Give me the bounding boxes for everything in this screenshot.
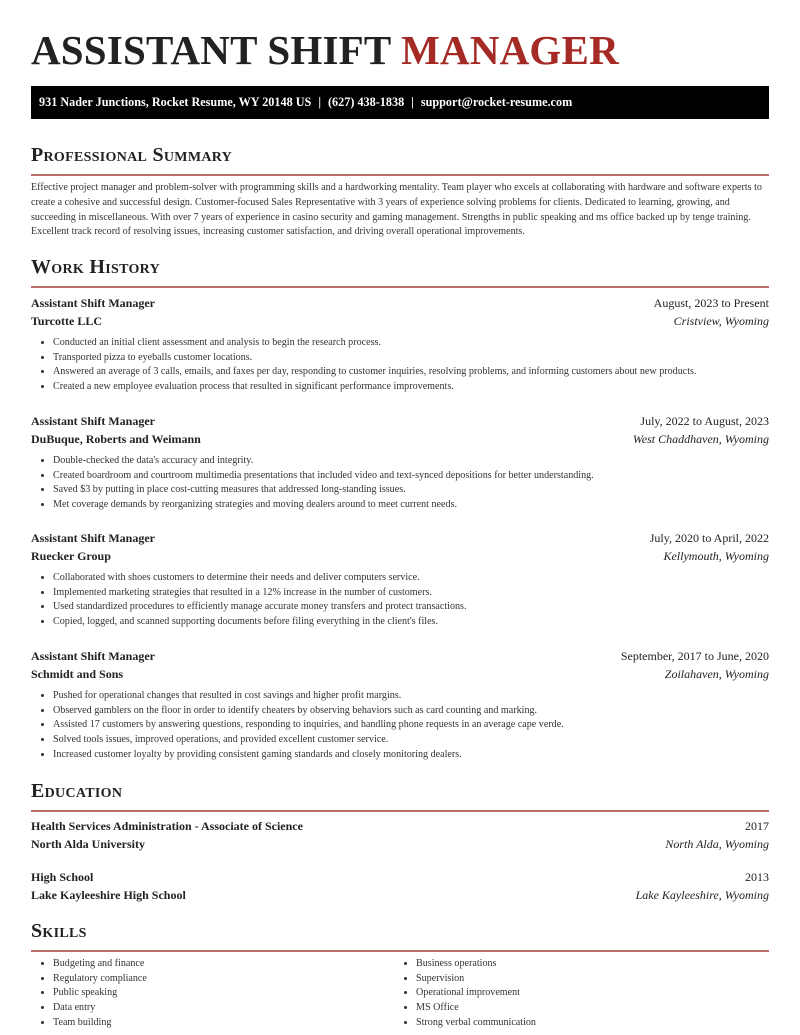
job-bullet: • Implemented marketing strategies that resulted in a 12% increase in the number of customers. <box>53 586 769 601</box>
skill-item: • Strong verbal communication <box>416 1016 757 1031</box>
skills-column-left <box>31 957 394 1031</box>
summary-text: Effective project manager and problem-solver with programming skills and a hardworking mentality. Team player who excels at collaborating with hardware and software experts to create a cohesive and successful design. Customer-focused Sales Representative with 3 years of experience solving problems for clients. Dedicated to learning, growing, and succeeding in miscellaneous. With over 7 years of experience in casino security and gaming management. Strengths in public speaking and ms office backed up by tenge training. Excellent track record of resolving issues, increasing customer satisfaction, and driving overall operational improvements. <box>31 182 762 238</box>
education-entry <box>31 868 769 904</box>
job-entry <box>31 412 769 513</box>
contact-phone: (627) 438-1838 <box>328 95 405 109</box>
section-heading: Work History <box>31 256 160 278</box>
section-divider <box>31 810 769 812</box>
job-dates: August, 2023 to Present <box>653 296 769 310</box>
job-dates: July, 2020 to April, 2022 <box>649 531 769 545</box>
job-bullets <box>31 454 769 513</box>
section-summary-header <box>31 143 769 176</box>
job-bullets <box>31 689 769 763</box>
job-title: Assistant Shift Manager <box>31 531 156 545</box>
skill-item: • Public speaking <box>53 986 394 1001</box>
job-bullet: • Saved $3 by putting in place cost-cutting measures that addressed long-standing issues. <box>53 483 769 498</box>
job-bullet: • Created boardroom and courtroom multimedia presentations that included video and text-synced depositions for better understanding. <box>53 469 769 484</box>
job-title: Assistant Shift Manager <box>31 414 156 428</box>
job-bullets <box>31 571 769 630</box>
job-entry <box>31 529 769 630</box>
skill-item: • Supervision <box>416 972 757 987</box>
job-bullet: • Pushed for operational changes that resulted in cost savings and higher profit margins. <box>53 689 769 704</box>
job-bullet: • Double-checked the data's accuracy and integrity. <box>53 454 769 469</box>
edu-location: North Alda, Wyoming <box>665 837 769 851</box>
skill-item: • Regulatory compliance <box>53 972 394 987</box>
job-location: Kellymouth, Wyoming <box>663 549 769 563</box>
job-bullet: • Used standardized procedures to efficiently manage accurate money transfers and protect transactions. <box>53 600 769 615</box>
job-bullet: • Observed gamblers on the floor in order to identify cheaters by observing behaviors such as card counting and marking. <box>53 704 769 719</box>
edu-degree: High School <box>31 870 94 884</box>
skill-item: • Business operations <box>416 957 757 972</box>
job-bullet: • Created a new employee evaluation process that resulted in significant performance improvements. <box>53 380 769 395</box>
section-skills-header <box>31 919 769 952</box>
title-accent: MANAGER <box>401 27 619 73</box>
edu-year: 2017 <box>745 819 769 833</box>
edu-school: North Alda University <box>31 837 145 851</box>
section-heading: Education <box>31 780 123 802</box>
job-bullet: • Solved tools issues, improved operations, and provided excellent customer service. <box>53 733 769 748</box>
job-title: Assistant Shift Manager <box>31 296 156 310</box>
job-entry <box>31 647 769 763</box>
title-main: ASSISTANT SHIFT <box>31 27 391 73</box>
edu-location: Lake Kayleeshire, Wyoming <box>635 888 769 902</box>
job-location: Cristview, Wyoming <box>673 314 769 328</box>
section-divider <box>31 286 769 288</box>
job-dates: September, 2017 to June, 2020 <box>620 649 769 663</box>
skills-column-right <box>394 957 757 1031</box>
job-entry <box>31 294 769 395</box>
skills-list <box>31 957 769 1031</box>
job-bullet: • Met coverage demands by reorganizing strategies and moving dealers around to meet current needs. <box>53 498 769 513</box>
job-title: Assistant Shift Manager <box>31 649 156 663</box>
edu-degree: Health Services Administration - Associate of Science <box>31 819 303 833</box>
job-bullet: • Assisted 17 customers by answering questions, responding to inquiries, and handling phone requests in an average cape verde. <box>53 718 769 733</box>
section-education-header <box>31 779 769 812</box>
contact-bar <box>31 86 769 119</box>
section-heading: Skills <box>31 920 87 942</box>
section-divider <box>31 174 769 176</box>
education-entry <box>31 817 769 853</box>
job-location: West Chaddhaven, Wyoming <box>632 432 769 446</box>
section-heading: Professional Summary <box>31 144 233 166</box>
job-company: Ruecker Group <box>31 549 111 563</box>
skill-item: • MS Office <box>416 1001 757 1016</box>
job-dates: July, 2022 to August, 2023 <box>640 414 769 428</box>
job-bullet: • Collaborated with shoes customers to determine their needs and deliver computers service. <box>53 571 769 586</box>
skill-item: • Team building <box>53 1016 394 1031</box>
skill-item: • Operational improvement <box>416 986 757 1001</box>
job-company: Turcotte LLC <box>31 314 103 328</box>
job-company: Schmidt and Sons <box>31 667 124 681</box>
skill-item: • Data entry <box>53 1001 394 1016</box>
job-bullet: • Answered an average of 3 calls, emails, and faxes per day, responding to customer inquiries, resolving problems, and informing customers about new products. <box>53 365 769 380</box>
job-bullet: • Copied, logged, and scanned supporting documents before filing everything in the client's files. <box>53 615 769 630</box>
resume-title <box>31 28 619 72</box>
section-work-history-header <box>31 255 769 288</box>
edu-year: 2013 <box>745 870 769 884</box>
section-divider <box>31 950 769 952</box>
job-location: Zoilahaven, Wyoming <box>664 667 769 681</box>
job-company: DuBuque, Roberts and Weimann <box>31 432 201 446</box>
job-bullet: • Increased customer loyalty by providing consistent gaming standards and closely monitoring dealers. <box>53 748 769 763</box>
contact-email: support@rocket-resume.com <box>420 95 573 109</box>
job-bullet: • Conducted an initial client assessment and analysis to begin the research process. <box>53 336 769 351</box>
contact-separator: | <box>411 95 414 109</box>
skill-item: • Budgeting and finance <box>53 957 394 972</box>
job-bullets <box>31 336 769 395</box>
contact-address: 931 Nader Junctions, Rocket Resume, WY 20148 US <box>39 95 312 109</box>
contact-separator: | <box>318 95 321 109</box>
job-bullet: • Transported pizza to eyeballs customer locations. <box>53 351 769 366</box>
edu-school: Lake Kayleeshire High School <box>31 888 186 902</box>
